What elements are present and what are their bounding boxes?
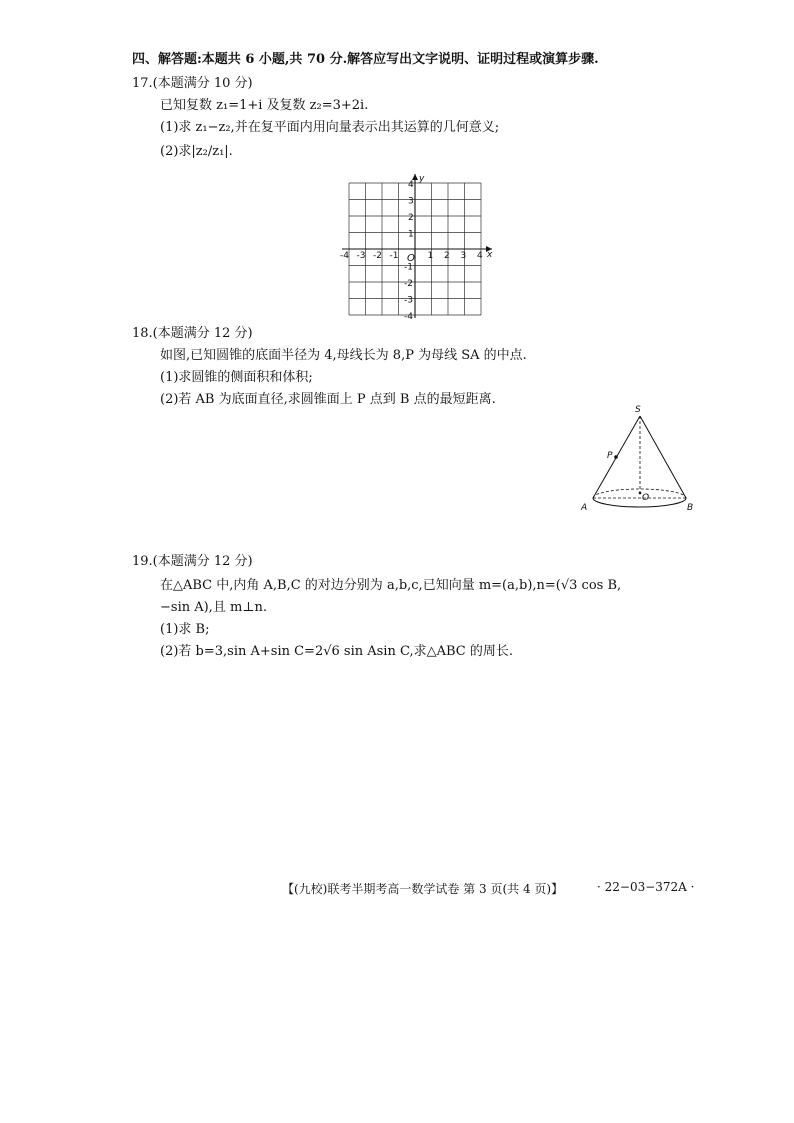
y-tick-label: 1 bbox=[408, 229, 414, 240]
q18-part2: (2)若 AB 为底面直径,求圆锥面上 P 点到 B 点的最短距离. bbox=[160, 392, 496, 407]
q19-line1: 在△ABC 中,内角 A,B,C 的对边分别为 a,b,c,已知向量 m=(a,b),n=(√3 cos B, bbox=[160, 578, 622, 593]
complex-plane-grid bbox=[336, 170, 496, 322]
section-header: 四、解答题:本题共 6 小题,共 70 分.解答应写出文字说明、证明过程或演算步骤. bbox=[132, 52, 599, 67]
x-tick-label: 4 bbox=[477, 251, 483, 261]
x-tick-label: 1 bbox=[427, 251, 434, 261]
point-p bbox=[614, 455, 618, 459]
y-tick-label: -3 bbox=[404, 295, 413, 306]
footer-title: 【(九校)联考半期考高一数学试卷 第 3 页(共 4 页)】 bbox=[282, 882, 564, 896]
y-tick-label: -4 bbox=[404, 312, 413, 322]
q17-heading: 17.(本题满分 10 分) bbox=[132, 76, 253, 91]
label-p: P bbox=[607, 451, 613, 461]
q18-intro: 如图,已知圆锥的底面半径为 4,母线长为 8,P 为母线 SA 的中点. bbox=[160, 348, 527, 363]
q19-part2: (2)若 b=3,sin A+sin C=2√6 sin Asin C,求△ABC 的周长. bbox=[160, 644, 513, 659]
x-axis-label: x bbox=[487, 250, 493, 260]
origin-label: O bbox=[407, 253, 415, 264]
q19-line2: −sin A),且 m⊥n. bbox=[160, 600, 268, 615]
label-a: A bbox=[581, 503, 588, 513]
cone-edge-sb bbox=[640, 416, 686, 498]
y-tick-label: 3 bbox=[408, 196, 414, 207]
q18-heading: 18.(本题满分 12 分) bbox=[132, 326, 253, 341]
y-tick-label: -1 bbox=[404, 262, 413, 273]
label-o: O bbox=[642, 493, 650, 503]
x-tick-label: -2 bbox=[373, 251, 382, 261]
label-b: B bbox=[687, 503, 694, 513]
q18-part1: (1)求圆锥的侧面积和体积; bbox=[160, 370, 313, 385]
q17-intro: 已知复数 z₁=1+i 及复数 z₂=3+2i. bbox=[160, 98, 369, 113]
x-tick-label: -4 bbox=[340, 251, 349, 261]
y-tick-label: -2 bbox=[404, 279, 413, 289]
x-tick-label: -1 bbox=[389, 251, 399, 261]
x-tick-label: 2 bbox=[444, 251, 450, 261]
q17-part2: (2)求|z₂/z₁|. bbox=[160, 144, 233, 159]
y-tick-label: 4 bbox=[408, 180, 414, 190]
cone-base-front bbox=[593, 498, 686, 507]
footer-code: · 22−03−372A · bbox=[597, 880, 695, 894]
y-axis-label: y bbox=[419, 174, 425, 184]
label-s: S bbox=[635, 405, 641, 415]
q17-part1: (1)求 z₁−z₂,并在复平面内用向量表示出其运算的几何意义; bbox=[160, 120, 500, 135]
y-tick-label: 2 bbox=[408, 213, 414, 223]
q19-part1: (1)求 B; bbox=[160, 622, 210, 637]
cone-figure bbox=[574, 400, 704, 522]
x-tick-label: -3 bbox=[356, 251, 366, 261]
point-o bbox=[639, 492, 642, 495]
q19-heading: 19.(本题满分 12 分) bbox=[132, 554, 253, 569]
x-tick-label: 3 bbox=[460, 251, 467, 261]
